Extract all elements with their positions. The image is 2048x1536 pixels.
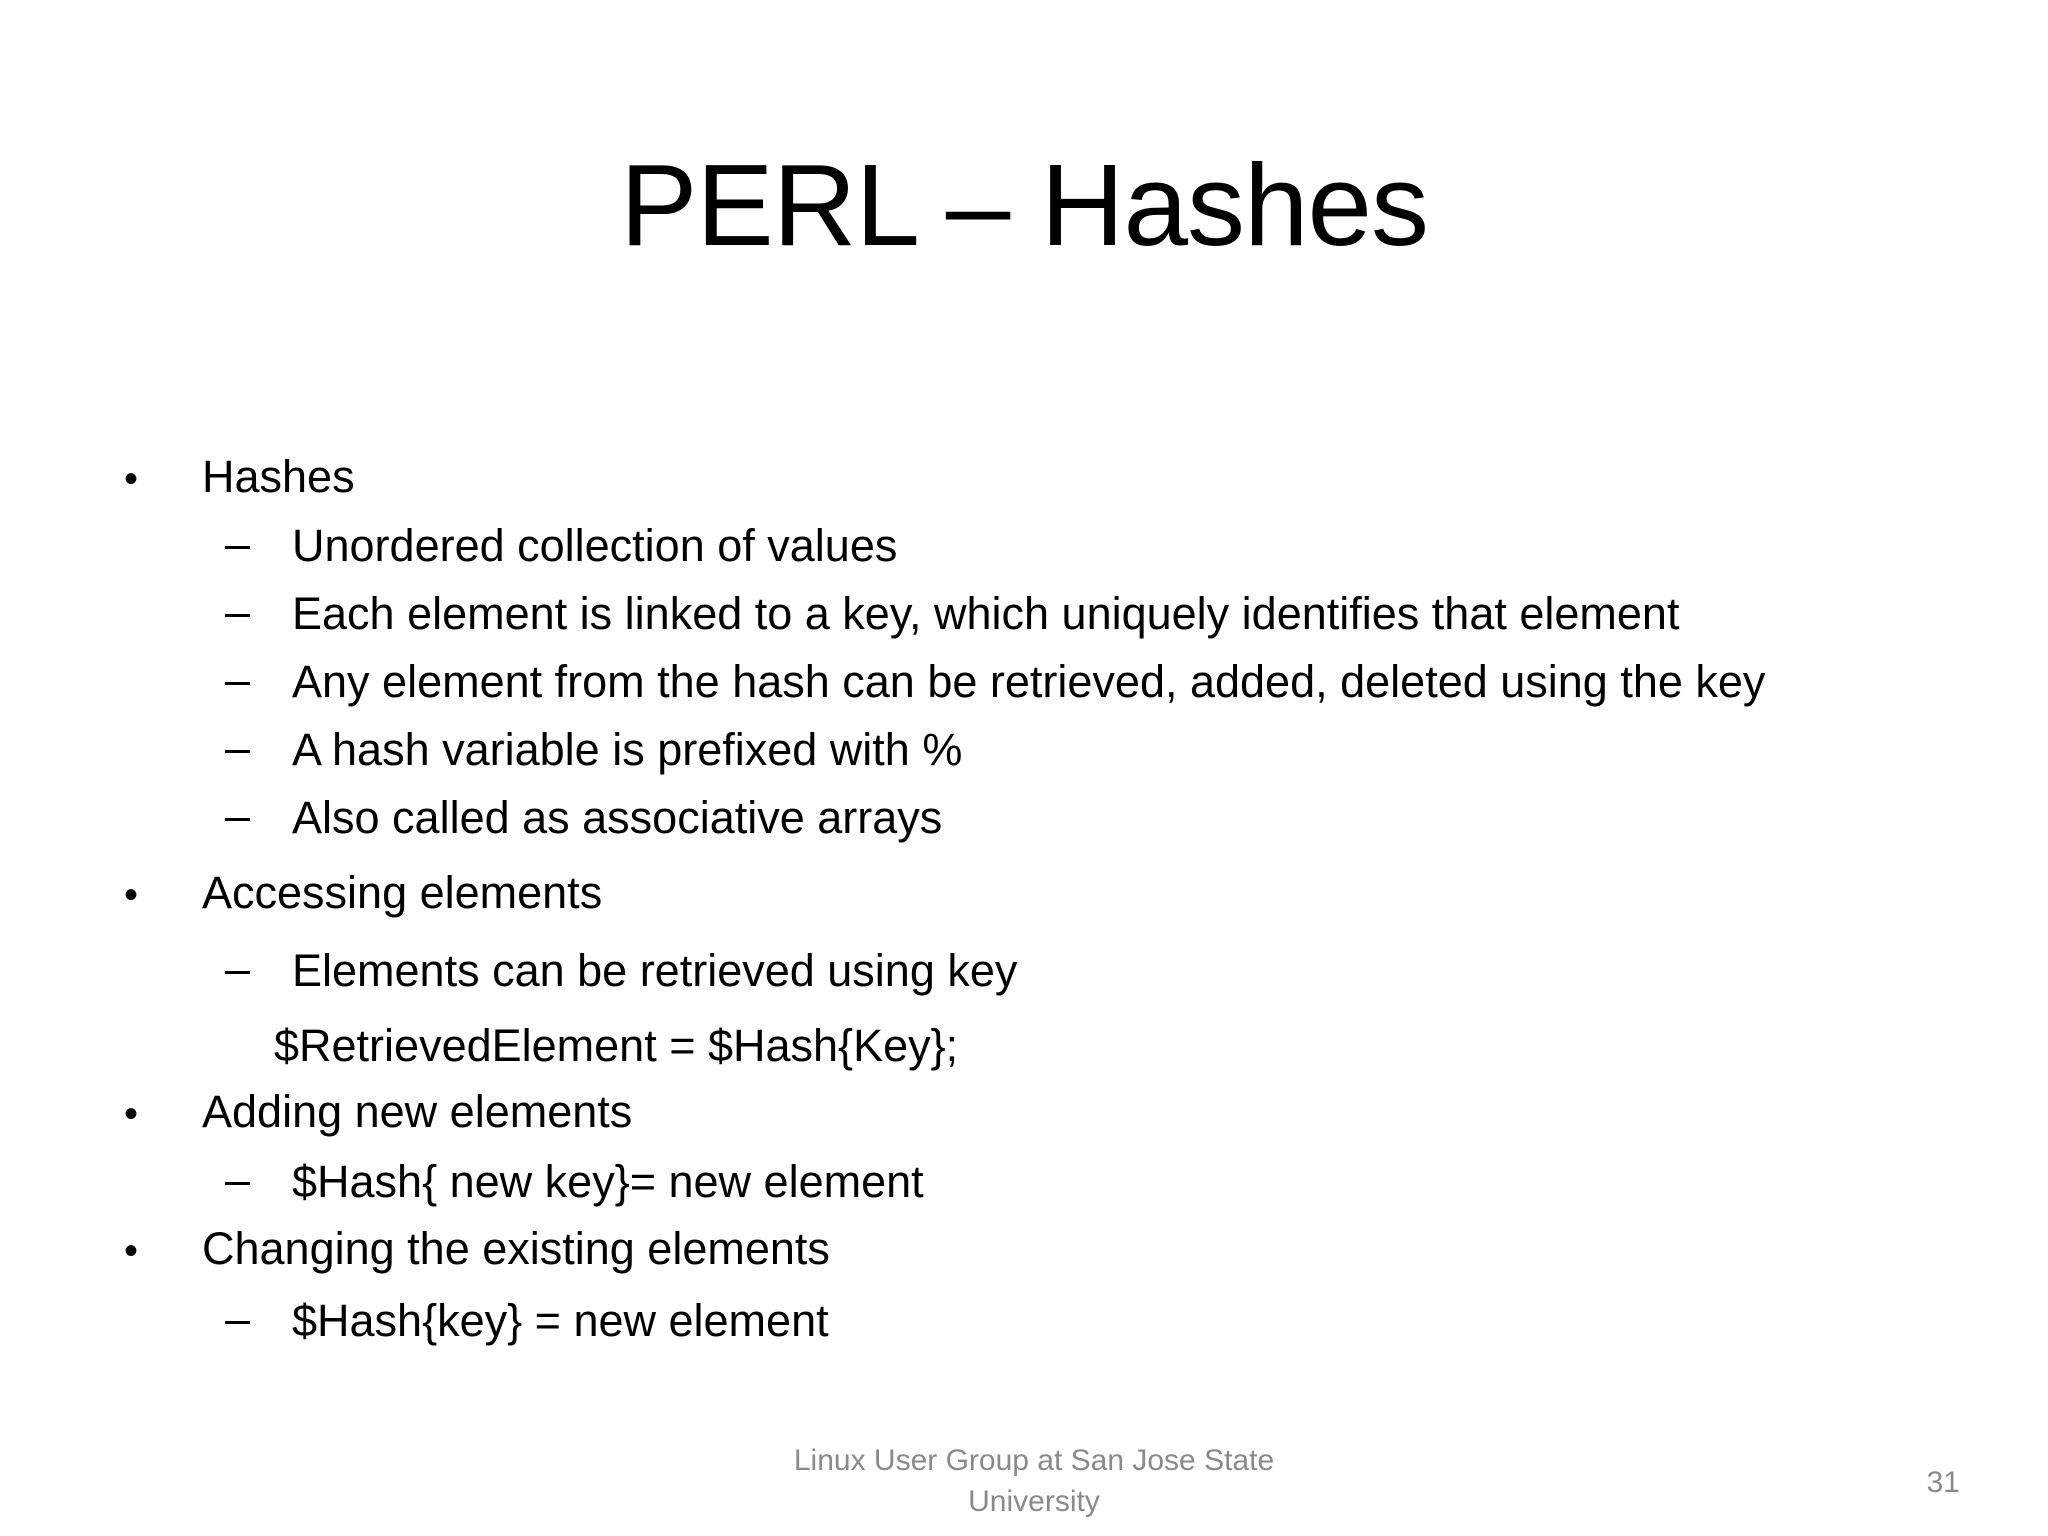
- bullet-marker: •: [124, 457, 139, 501]
- bullet-marker: •: [124, 1092, 139, 1136]
- dash-marker: –: [225, 790, 251, 841]
- dash-marker: –: [225, 1293, 251, 1344]
- dash-marker: –: [225, 943, 251, 994]
- slide-title: PERL – Hashes: [619, 140, 1428, 270]
- footer-line-1: Linux User Group at San Jose State: [793, 1444, 1275, 1477]
- bullet-item-adding: Adding new elements: [202, 1086, 633, 1137]
- slide-number: 31: [1926, 1466, 1960, 1499]
- sub-item-hash-key-new: $Hash{key} = new element: [292, 1295, 829, 1346]
- sub-item-retrieved-using-key: Elements can be retrieved using key: [292, 945, 1018, 996]
- sub-item-retrieved-added: Any element from the hash can be retrieved, added, deleted using the key: [292, 656, 1766, 707]
- bullet-item-hashes: Hashes: [202, 451, 355, 502]
- sub-item-new-key: $Hash{ new key}= new element: [292, 1156, 924, 1207]
- bullet-marker: •: [124, 1229, 139, 1273]
- bullet-item-changing: Changing the existing elements: [202, 1223, 830, 1274]
- sub-item-prefixed: A hash variable is prefixed with %: [292, 724, 963, 775]
- code-retrieved-element: $RetrievedElement = $Hash{Key};: [274, 1020, 959, 1071]
- bullet-item-accessing: Accessing elements: [202, 867, 603, 918]
- footer-line-2: University: [968, 1485, 1100, 1518]
- sub-item-linked-key: Each element is linked to a key, which uniquely identifies that element: [292, 588, 1680, 639]
- dash-marker: –: [225, 518, 251, 569]
- dash-marker: –: [225, 1154, 251, 1205]
- dash-marker: –: [225, 654, 251, 705]
- sub-item-unordered: Unordered collection of values: [292, 520, 898, 571]
- bullet-marker: •: [124, 873, 139, 917]
- dash-marker: –: [225, 722, 251, 773]
- sub-item-associative: Also called as associative arrays: [292, 792, 943, 843]
- dash-marker: –: [225, 586, 251, 637]
- slide-footer: [724, 1440, 1344, 1522]
